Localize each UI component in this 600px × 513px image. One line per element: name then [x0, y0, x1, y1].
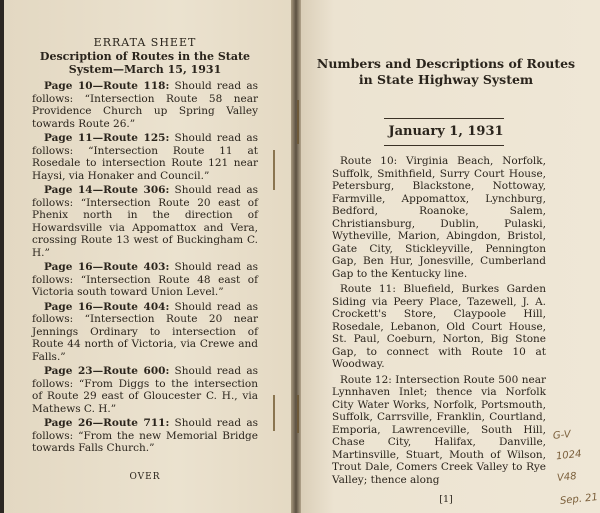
date-rule [384, 145, 504, 146]
route-text: Virginia Beach, Norfolk, Suffolk, Smithfield, Surry Court House, Petersburg, Blackstone, Nottoway, Farmville, Appomattox, Lynchburg, Bedford, Roanoke, Salem, Christiansburg, Dublin, Pulaski, Wytheville, Marion, Abingdon, Bristol, Gate City, Stickleyville, Pennington Gap, Ben Hur, Jonesville, Cumberland Gap to the Kentucky line. [332, 155, 546, 280]
handwritten-note: G-V [552, 429, 572, 442]
entry-heading: Page 26—Route 711: [44, 417, 170, 429]
errata-entry [32, 261, 258, 299]
errata-subtitle: Description of Routes in the State System—March 15, 1931 [39, 50, 251, 76]
staple-top [297, 100, 299, 144]
handwritten-note: 1024 [555, 448, 582, 463]
route-descriptions [332, 155, 546, 489]
staple-bottom [297, 395, 299, 433]
staple-left-bottom [273, 395, 275, 431]
entry-text: Should read as follows: “Intersection Route 11 at Rosedale to intersection Route 121 near Haysi, via Honaker and Council.” [32, 132, 258, 182]
errata-entry [32, 80, 258, 130]
entry-heading: Page 16—Route 404: [44, 300, 170, 313]
entry-text: Should read as follows: “From Diggs to the intersection of Route 29 east of Gloucester C. H., via Mathews C. H.” [32, 365, 258, 415]
route-text: Intersection Route 500 near Lynnhaven Inlet; thence via Norfolk City Water Works, Norfolk, Portsmouth, Suffolk, Carrsville, Franklin, Courtland, Emporia, Lawrenceville, South Hill, Chase City, Halifax, Danville, Martinsville, Stuart, Mouth of Wilson, Trout Dale, Comers Creek Valley to Rye Valley; thence along [332, 373, 546, 486]
page-number: [1] [439, 494, 453, 505]
entry-text: Should read as follows: “Intersection Route 48 east of Victoria south toward Union Level.” [32, 261, 258, 298]
routes-title: Numbers and Descriptions of Routes in State Highway System [316, 56, 576, 87]
entry-heading: Page 10—Route 118: [44, 80, 170, 92]
book-gutter [291, 0, 301, 513]
entry-heading: Page 23—Route 600: [44, 365, 170, 377]
errata-entry [32, 132, 258, 182]
route-entry [332, 155, 546, 280]
routes-date: January 1, 1931 [388, 124, 504, 139]
errata-entries [32, 80, 258, 457]
entry-text: Should read as follows: “Intersection Route 58 near Providence Church up Spring Valley towards Route 26.” [32, 80, 258, 130]
entry-heading: Page 14—Route 306: [44, 184, 170, 196]
handwritten-note: Sep. 21 [559, 492, 599, 507]
entry-heading: Page 16—Route 403: [44, 261, 170, 273]
route-entry [332, 283, 546, 371]
over-footer: OVER [129, 472, 161, 482]
route-text: Bluefield, Burkes Garden Siding via Peery Place, Tazewell, J. A. Crockett's Store, Claypoole Hill, Rosedale, Lebanon, Old Court House, St. Paul, Coeburn, Norton, Big Stone Gap, to connect with Route 10 at Woodway. [332, 283, 546, 370]
entry-heading: Page 11—Route 125: [44, 132, 170, 144]
handwritten-note: V48 [556, 471, 578, 484]
errata-entry [32, 417, 258, 455]
staple-left-top [273, 150, 275, 190]
route-heading: Route 11: [340, 283, 396, 295]
route-heading: Route 10: [340, 155, 398, 167]
entry-text: Should read as follows: “From the new Memorial Bridge towards Falls Church.” [32, 417, 258, 454]
errata-title: ERRATA SHEET [93, 36, 197, 49]
route-entry [332, 374, 546, 487]
errata-entry [32, 301, 258, 364]
errata-entry [32, 365, 258, 415]
entry-text: Should read as follows: “Intersection Route 20 east of Phenix north in the direction of Howardsville via Appomattox and Vera, crossing Route 13 west of Buckingham C. H.” [32, 184, 258, 259]
title-rule [384, 118, 504, 119]
entry-text: Should read as follows: “Intersection Route 20 near Jennings Ordinary to intersection of Route 44 north of Victoria, via Crewe and Falls.” [32, 300, 258, 363]
errata-entry [32, 184, 258, 259]
route-heading: Route 12: [340, 373, 392, 386]
